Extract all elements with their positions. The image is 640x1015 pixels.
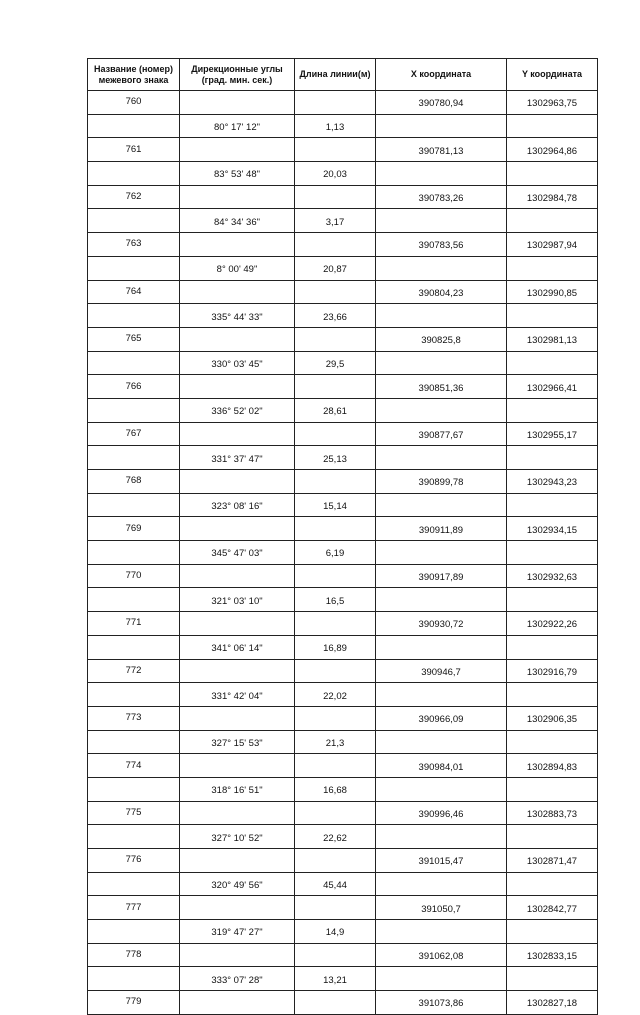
x-coordinate: 390946,7 (376, 659, 507, 683)
segment-row (88, 446, 598, 470)
x-coordinate: 390783,26 (376, 185, 507, 209)
empty-cell (88, 967, 180, 991)
point-name: 777 (88, 896, 180, 920)
point-row (88, 659, 598, 683)
empty-cell (295, 185, 376, 209)
header-bearing: Дирекционные углы (град. мин. сек.) (180, 59, 295, 91)
line-length: 25,13 (295, 446, 376, 470)
segment-row (88, 588, 598, 612)
point-row (88, 470, 598, 494)
empty-cell (507, 825, 598, 849)
point-row (88, 233, 598, 257)
line-length: 13,21 (295, 967, 376, 991)
y-coordinate: 1302964,86 (507, 138, 598, 162)
point-name: 768 (88, 470, 180, 494)
line-length: 20,87 (295, 256, 376, 280)
empty-cell (376, 541, 507, 565)
line-length: 15,14 (295, 493, 376, 517)
point-row (88, 612, 598, 636)
point-row (88, 138, 598, 162)
empty-cell (376, 351, 507, 375)
x-coordinate: 390781,13 (376, 138, 507, 162)
empty-cell (295, 91, 376, 115)
point-name: 775 (88, 801, 180, 825)
empty-cell (507, 635, 598, 659)
bearing-angle: 84° 34' 36" (180, 209, 295, 233)
x-coordinate: 390877,67 (376, 422, 507, 446)
x-coordinate: 390984,01 (376, 754, 507, 778)
point-row (88, 801, 598, 825)
y-coordinate: 1302984,78 (507, 185, 598, 209)
x-coordinate: 390783,56 (376, 233, 507, 257)
line-length: 16,5 (295, 588, 376, 612)
empty-cell (376, 825, 507, 849)
empty-cell (180, 138, 295, 162)
empty-cell (88, 683, 180, 707)
point-row (88, 564, 598, 588)
bearing-angle: 331° 37' 47" (180, 446, 295, 470)
segment-row (88, 683, 598, 707)
bearing-angle: 345° 47' 03" (180, 541, 295, 565)
empty-cell (88, 825, 180, 849)
point-row (88, 91, 598, 115)
x-coordinate: 391015,47 (376, 849, 507, 873)
line-length: 16,89 (295, 635, 376, 659)
point-name: 772 (88, 659, 180, 683)
y-coordinate: 1302987,94 (507, 233, 598, 257)
empty-cell (376, 777, 507, 801)
x-coordinate: 391073,86 (376, 991, 507, 1015)
empty-cell (88, 920, 180, 944)
y-coordinate: 1302871,47 (507, 849, 598, 873)
line-length: 23,66 (295, 304, 376, 328)
point-row (88, 185, 598, 209)
empty-cell (376, 256, 507, 280)
line-length: 21,3 (295, 730, 376, 754)
point-row (88, 896, 598, 920)
empty-cell (180, 801, 295, 825)
empty-cell (180, 327, 295, 351)
y-coordinate: 1302990,85 (507, 280, 598, 304)
segment-row (88, 541, 598, 565)
segment-row (88, 256, 598, 280)
empty-cell (180, 564, 295, 588)
y-coordinate: 1302932,63 (507, 564, 598, 588)
empty-cell (376, 967, 507, 991)
empty-cell (180, 991, 295, 1015)
x-coordinate: 390899,78 (376, 470, 507, 494)
empty-cell (180, 943, 295, 967)
empty-cell (295, 612, 376, 636)
empty-cell (180, 91, 295, 115)
empty-cell (180, 233, 295, 257)
x-coordinate: 390780,94 (376, 91, 507, 115)
empty-cell (376, 920, 507, 944)
empty-cell (180, 896, 295, 920)
empty-cell (180, 849, 295, 873)
x-coordinate: 390966,09 (376, 706, 507, 730)
bearing-angle: 320° 49' 56" (180, 872, 295, 896)
line-length: 3,17 (295, 209, 376, 233)
empty-cell (88, 114, 180, 138)
empty-cell (376, 635, 507, 659)
bearing-angle: 319° 47' 27" (180, 920, 295, 944)
header-x-coordinate: X координата (376, 59, 507, 91)
y-coordinate: 1302906,35 (507, 706, 598, 730)
segment-row (88, 635, 598, 659)
point-name: 778 (88, 943, 180, 967)
x-coordinate: 391050,7 (376, 896, 507, 920)
empty-cell (295, 327, 376, 351)
y-coordinate: 1302883,73 (507, 801, 598, 825)
line-length: 22,02 (295, 683, 376, 707)
bearing-angle: 321° 03' 10" (180, 588, 295, 612)
header-y-coordinate: Y координата (507, 59, 598, 91)
x-coordinate: 390917,89 (376, 564, 507, 588)
segment-row (88, 398, 598, 422)
boundary-coordinates-table (87, 58, 598, 1015)
empty-cell (295, 375, 376, 399)
empty-cell (507, 588, 598, 612)
empty-cell (507, 920, 598, 944)
y-coordinate: 1302934,15 (507, 517, 598, 541)
header-point-name: Название (номер) межевого знака (88, 59, 180, 91)
empty-cell (376, 683, 507, 707)
x-coordinate: 390851,36 (376, 375, 507, 399)
empty-cell (295, 991, 376, 1015)
empty-cell (180, 754, 295, 778)
point-name: 764 (88, 280, 180, 304)
empty-cell (376, 446, 507, 470)
bearing-angle: 330° 03' 45" (180, 351, 295, 375)
empty-cell (507, 872, 598, 896)
point-name: 765 (88, 327, 180, 351)
bearing-angle: 323° 08' 16" (180, 493, 295, 517)
line-length: 14,9 (295, 920, 376, 944)
y-coordinate: 1302966,41 (507, 375, 598, 399)
y-coordinate: 1302922,26 (507, 612, 598, 636)
empty-cell (180, 612, 295, 636)
x-coordinate: 390996,46 (376, 801, 507, 825)
point-name: 773 (88, 706, 180, 730)
empty-cell (376, 162, 507, 186)
empty-cell (507, 541, 598, 565)
line-length: 22,62 (295, 825, 376, 849)
empty-cell (180, 517, 295, 541)
empty-cell (507, 683, 598, 707)
empty-cell (180, 422, 295, 446)
empty-cell (88, 162, 180, 186)
empty-cell (180, 280, 295, 304)
bearing-angle: 83° 53' 48" (180, 162, 295, 186)
empty-cell (376, 493, 507, 517)
empty-cell (295, 754, 376, 778)
empty-cell (376, 304, 507, 328)
y-coordinate: 1302963,75 (507, 91, 598, 115)
point-name: 762 (88, 185, 180, 209)
segment-row (88, 351, 598, 375)
point-row (88, 849, 598, 873)
point-row (88, 517, 598, 541)
y-coordinate: 1302916,79 (507, 659, 598, 683)
empty-cell (88, 209, 180, 233)
point-name: 769 (88, 517, 180, 541)
y-coordinate: 1302842,77 (507, 896, 598, 920)
empty-cell (295, 706, 376, 730)
point-row (88, 754, 598, 778)
empty-cell (295, 564, 376, 588)
point-name: 766 (88, 375, 180, 399)
empty-cell (295, 280, 376, 304)
empty-cell (507, 114, 598, 138)
point-row (88, 991, 598, 1015)
empty-cell (180, 185, 295, 209)
bearing-angle: 318° 16' 51" (180, 777, 295, 801)
segment-row (88, 209, 598, 233)
empty-cell (507, 730, 598, 754)
empty-cell (88, 588, 180, 612)
segment-row (88, 730, 598, 754)
empty-cell (507, 493, 598, 517)
empty-cell (295, 801, 376, 825)
empty-cell (376, 588, 507, 612)
empty-cell (376, 209, 507, 233)
point-row (88, 943, 598, 967)
empty-cell (507, 351, 598, 375)
x-coordinate: 390911,89 (376, 517, 507, 541)
line-length: 1,13 (295, 114, 376, 138)
empty-cell (180, 659, 295, 683)
point-row (88, 327, 598, 351)
x-coordinate: 390825,8 (376, 327, 507, 351)
empty-cell (295, 233, 376, 257)
empty-cell (295, 849, 376, 873)
empty-cell (88, 872, 180, 896)
segment-row (88, 967, 598, 991)
segment-row (88, 304, 598, 328)
point-name: 760 (88, 91, 180, 115)
point-name: 767 (88, 422, 180, 446)
bearing-angle: 331° 42' 04" (180, 683, 295, 707)
x-coordinate: 391062,08 (376, 943, 507, 967)
empty-cell (295, 896, 376, 920)
empty-cell (507, 777, 598, 801)
bearing-angle: 327° 10' 52" (180, 825, 295, 849)
empty-cell (295, 517, 376, 541)
segment-row (88, 162, 598, 186)
empty-cell (180, 375, 295, 399)
x-coordinate: 390930,72 (376, 612, 507, 636)
y-coordinate: 1302827,18 (507, 991, 598, 1015)
empty-cell (507, 209, 598, 233)
bearing-angle: 80° 17' 12" (180, 114, 295, 138)
empty-cell (507, 967, 598, 991)
empty-cell (507, 256, 598, 280)
segment-row (88, 825, 598, 849)
line-length: 29,5 (295, 351, 376, 375)
segment-row (88, 872, 598, 896)
bearing-angle: 336° 52' 02" (180, 398, 295, 422)
bearing-angle: 341° 06' 14" (180, 635, 295, 659)
empty-cell (88, 446, 180, 470)
y-coordinate: 1302894,83 (507, 754, 598, 778)
point-row (88, 706, 598, 730)
empty-cell (88, 256, 180, 280)
bearing-angle: 333° 07' 28" (180, 967, 295, 991)
empty-cell (88, 493, 180, 517)
point-name: 776 (88, 849, 180, 873)
point-name: 761 (88, 138, 180, 162)
empty-cell (295, 422, 376, 446)
empty-cell (180, 706, 295, 730)
header-row (88, 59, 598, 91)
point-name: 763 (88, 233, 180, 257)
empty-cell (88, 304, 180, 328)
line-length: 28,61 (295, 398, 376, 422)
empty-cell (507, 398, 598, 422)
empty-cell (295, 943, 376, 967)
empty-cell (88, 635, 180, 659)
y-coordinate: 1302981,13 (507, 327, 598, 351)
empty-cell (507, 304, 598, 328)
segment-row (88, 493, 598, 517)
point-name: 771 (88, 612, 180, 636)
point-row (88, 422, 598, 446)
empty-cell (376, 114, 507, 138)
point-name: 770 (88, 564, 180, 588)
bearing-angle: 335° 44' 33" (180, 304, 295, 328)
bearing-angle: 8° 00' 49" (180, 256, 295, 280)
empty-cell (376, 730, 507, 754)
line-length: 6,19 (295, 541, 376, 565)
point-name: 774 (88, 754, 180, 778)
empty-cell (88, 351, 180, 375)
bearing-angle: 327° 15' 53" (180, 730, 295, 754)
empty-cell (180, 470, 295, 494)
empty-cell (88, 777, 180, 801)
segment-row (88, 920, 598, 944)
empty-cell (376, 872, 507, 896)
empty-cell (376, 398, 507, 422)
y-coordinate: 1302833,15 (507, 943, 598, 967)
empty-cell (507, 446, 598, 470)
y-coordinate: 1302943,23 (507, 470, 598, 494)
line-length: 45,44 (295, 872, 376, 896)
empty-cell (88, 541, 180, 565)
table-body (88, 91, 598, 1015)
line-length: 16,68 (295, 777, 376, 801)
empty-cell (295, 138, 376, 162)
x-coordinate: 390804,23 (376, 280, 507, 304)
empty-cell (88, 398, 180, 422)
header-length: Длина линии(м) (295, 59, 376, 91)
empty-cell (295, 659, 376, 683)
point-row (88, 280, 598, 304)
y-coordinate: 1302955,17 (507, 422, 598, 446)
empty-cell (507, 162, 598, 186)
empty-cell (88, 730, 180, 754)
segment-row (88, 777, 598, 801)
line-length: 20,03 (295, 162, 376, 186)
point-name: 779 (88, 991, 180, 1015)
point-row (88, 375, 598, 399)
empty-cell (295, 470, 376, 494)
segment-row (88, 114, 598, 138)
